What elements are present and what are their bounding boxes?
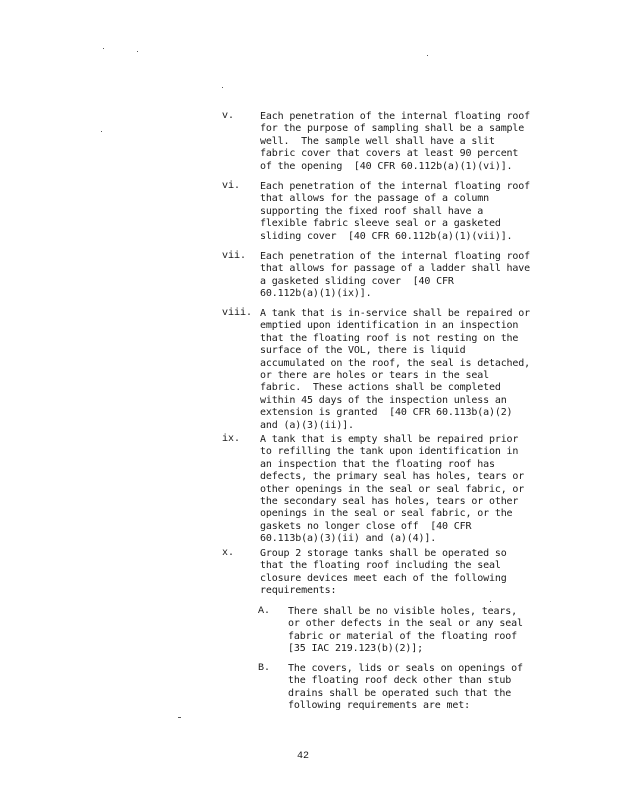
item-numeral: ix. [222,434,241,445]
item-text: A tank that is in-service shall be repaired or emptied upon identification in an inspection that the floating roof is not resting on the surface of the VOL, there is liquid accumulated on the roof, the seal is detached, or there are holes or tears in the seal fabric. These actions shall be completed within 45 days of the inspection unless an extension is granted [40 CFR 60.113b(a)(2) and (a)(3)(ii)]. [260,308,531,431]
subitem-letter: B. [258,663,271,674]
scan-speck [101,131,102,132]
scan-speck [103,48,104,49]
item-text: Each penetration of the internal floating roof for the purpose of sampling shall be a sample well. The sample well shall have a slit fabric cover that covers at least 90 percent of the opening [40 CFR 60.112b(a)(1)(vi)]. [260,111,531,172]
item-text: Group 2 storage tanks shall be operated so that the floating roof including the seal closure devices meet each of the following requirements: [260,548,507,597]
item-text: A tank that is empty shall be repaired prior to refilling the tank upon identification in an inspection that the floating roof has defects, the primary seal has holes, tears or other openings in the seal or seal fabric, or the secondary seal has holes, tears or other openings in the seal or seal fabric, or the gaskets no longer close off [40 CFR 60.113b(a)(3)(ii) and (a)(4)]. [260,434,525,545]
item-numeral: v. [222,111,235,122]
page-number: 42 [297,751,310,762]
item-text: Each penetration of the internal floating roof that allows for the passage of a column supporting the fixed roof shall have a flexible fabric sleeve seal or a gasketed sliding cover [40 CFR 60.112b(a)(1)(vii)]. [260,181,531,242]
item-numeral: x. [222,548,235,559]
item-text: Each penetration of the internal floating roof that allows for passage of a ladder shall have a gasketed sliding cover [40 CFR 60.112b(a)(1)(ix)]. [260,251,531,300]
scan-speck [490,601,491,602]
scan-speck [427,55,428,56]
scan-speck [222,87,223,88]
scan-speck [137,51,138,52]
subitem-text: The covers, lids or seals on openings of the floating roof deck other than stub drains shall be operated such that the following requirements are met: [288,663,523,712]
item-numeral: vi. [222,181,241,192]
item-numeral: viii. [222,308,253,319]
scan-speck [178,717,181,718]
item-numeral: vii. [222,251,247,262]
subitem-text: There shall be no visible holes, tears, or other defects in the seal or any seal fabric or material of the floating roof [35 IAC 219.123(b)(2)]; [288,606,523,655]
subitem-letter: A. [258,606,271,617]
